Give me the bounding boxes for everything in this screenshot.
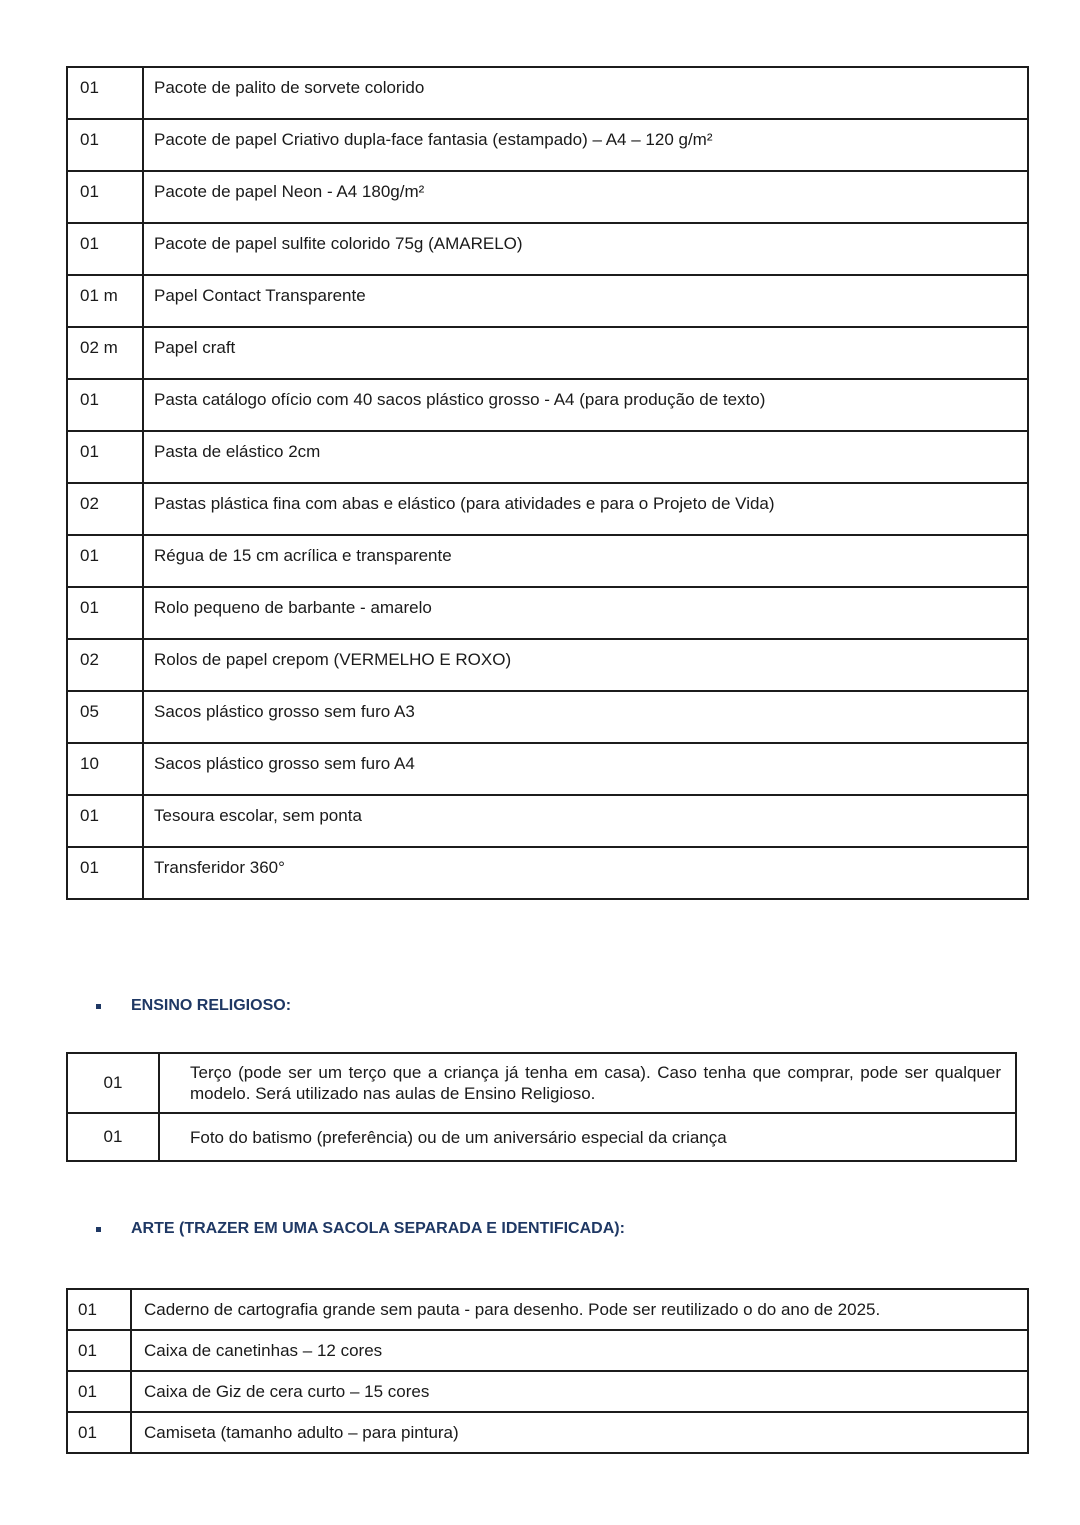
table-row: [67, 847, 1028, 899]
item-cell: Papel craft: [143, 327, 1028, 379]
item-cell: Sacos plástico grosso sem furo A4: [143, 743, 1028, 795]
quantity-cell: 01: [67, 1289, 131, 1330]
item-cell: Papel Contact Transparente: [143, 275, 1028, 327]
quantity-cell: 01: [67, 171, 143, 223]
table-row: [67, 795, 1028, 847]
item-cell: Foto do batismo (preferência) ou de um aniversário especial da criança: [159, 1113, 1016, 1161]
quantity-cell: 01: [67, 1330, 131, 1371]
quantity-cell: 01: [67, 795, 143, 847]
table-row: [67, 119, 1028, 171]
table-row: [67, 1113, 1016, 1161]
section-heading-text: ENSINO RELIGIOSO:: [131, 997, 292, 1014]
quantity-cell: 01: [67, 431, 143, 483]
religion-table: [66, 1052, 1017, 1162]
item-cell: Tesoura escolar, sem ponta: [143, 795, 1028, 847]
materials-table: [66, 66, 1029, 900]
quantity-cell: 01: [67, 223, 143, 275]
quantity-cell: 01 m: [67, 275, 143, 327]
item-cell: Rolos de papel crepom (VERMELHO E ROXO): [143, 639, 1028, 691]
table-row: [67, 223, 1028, 275]
item-cell: Régua de 15 cm acrílica e transparente: [143, 535, 1028, 587]
quantity-cell: 01: [67, 535, 143, 587]
art-table: [66, 1288, 1029, 1454]
square-bullet-icon: [96, 1004, 101, 1009]
item-cell: Caixa de canetinhas – 12 cores: [131, 1330, 1028, 1371]
quantity-cell: 01: [67, 587, 143, 639]
quantity-cell: 01: [67, 67, 143, 119]
table-row: [67, 431, 1028, 483]
quantity-cell: 10: [67, 743, 143, 795]
item-cell: Pacote de papel Criativo dupla-face fantasia (estampado) – A4 – 120 g/m²: [143, 119, 1028, 171]
table-row: [67, 1330, 1028, 1371]
quantity-cell: 02: [67, 639, 143, 691]
table-row: [67, 171, 1028, 223]
table-row: [67, 1371, 1028, 1412]
quantity-cell: 02: [67, 483, 143, 535]
quantity-cell: 01: [67, 379, 143, 431]
table-row: [67, 1412, 1028, 1453]
quantity-cell: 01: [67, 119, 143, 171]
item-cell: Terço (pode ser um terço que a criança já tenha em casa). Caso tenha que comprar, pode ser qualquer modelo. Será utilizado nas aulas de Ensino Religioso.: [159, 1053, 1016, 1113]
table-row: [67, 691, 1028, 743]
item-cell: Caixa de Giz de cera curto – 15 cores: [131, 1371, 1028, 1412]
table-row: [67, 535, 1028, 587]
item-cell: Rolo pequeno de barbante - amarelo: [143, 587, 1028, 639]
item-cell: Caderno de cartografia grande sem pauta - para desenho. Pode ser reutilizado o do ano de 2025.: [131, 1289, 1028, 1330]
table-row: [67, 1289, 1028, 1330]
section-heading-art: [96, 1220, 625, 1238]
quantity-cell: 02 m: [67, 327, 143, 379]
section-heading-text: ARTE (TRAZER EM UMA SACOLA SEPARADA E IDENTIFICADA):: [131, 1220, 625, 1237]
section-heading-religion: [96, 997, 291, 1015]
table-row: [67, 483, 1028, 535]
quantity-cell: 01: [67, 1371, 131, 1412]
table-row: [67, 1053, 1016, 1113]
square-bullet-icon: [96, 1227, 101, 1232]
table-row: [67, 587, 1028, 639]
quantity-cell: 05: [67, 691, 143, 743]
table-row: [67, 67, 1028, 119]
item-cell: Pasta catálogo ofício com 40 sacos plástico grosso - A4 (para produção de texto): [143, 379, 1028, 431]
table-row: [67, 743, 1028, 795]
item-cell: Camiseta (tamanho adulto – para pintura): [131, 1412, 1028, 1453]
item-cell: Transferidor 360°: [143, 847, 1028, 899]
quantity-cell: 01: [67, 1053, 159, 1113]
item-cell: Pasta de elástico 2cm: [143, 431, 1028, 483]
table-row: [67, 379, 1028, 431]
quantity-cell: 01: [67, 1412, 131, 1453]
quantity-cell: 01: [67, 847, 143, 899]
table-row: [67, 327, 1028, 379]
item-cell: Sacos plástico grosso sem furo A3: [143, 691, 1028, 743]
item-cell: Pacote de palito de sorvete colorido: [143, 67, 1028, 119]
item-cell: Pacote de papel sulfite colorido 75g (AMARELO): [143, 223, 1028, 275]
item-cell: Pacote de papel Neon - A4 180g/m²: [143, 171, 1028, 223]
table-row: [67, 639, 1028, 691]
quantity-cell: 01: [67, 1113, 159, 1161]
item-cell: Pastas plástica fina com abas e elástico (para atividades e para o Projeto de Vida): [143, 483, 1028, 535]
table-row: [67, 275, 1028, 327]
